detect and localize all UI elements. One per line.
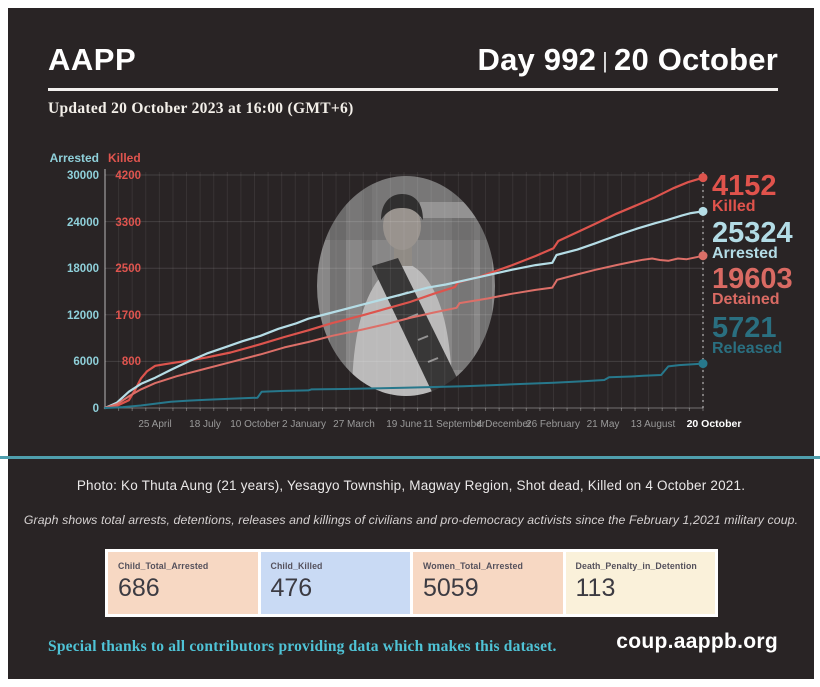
chart-grid <box>105 169 703 411</box>
section-divider <box>0 456 820 459</box>
x-tick: 2 January <box>282 419 326 430</box>
stat-label: Child_Total_Arrested <box>118 561 209 571</box>
x-tick: 19 June <box>386 419 422 430</box>
x-tick: 13 August <box>630 419 676 430</box>
stat-card-women-arrested <box>413 552 563 614</box>
left-tick: 6000 <box>73 356 99 368</box>
infographic-card <box>8 8 814 679</box>
left-axis-title: Arrested <box>49 151 99 165</box>
x-tick: 25 April <box>138 419 172 430</box>
right-tick: 2500 <box>115 263 141 275</box>
callout-released-value: 5721 <box>712 312 777 344</box>
x-tick: 10 October <box>230 419 280 430</box>
website-link[interactable]: coup.aappb.org <box>616 630 778 653</box>
stat-card-child-arrested <box>108 552 258 614</box>
header-date: 20 October <box>614 42 778 77</box>
thanks-text: Special thanks to all contributors providing data which makes this dataset. <box>48 638 557 655</box>
callout-killed-value: 4152 <box>712 170 777 202</box>
x-tick: 11 September <box>422 419 486 430</box>
x-tick: 4 December <box>476 419 532 430</box>
callout-arrested-label: Arrested <box>712 245 778 262</box>
stat-value: 476 <box>270 574 313 602</box>
left-tick: 30000 <box>67 170 99 182</box>
left-tick: 0 <box>92 403 99 415</box>
callout-released-label: Released <box>712 340 783 357</box>
right-tick: 800 <box>121 356 141 368</box>
header-divider <box>48 88 778 91</box>
stat-card-child-killed <box>261 552 411 614</box>
photo-caption: Photo: Ko Thuta Aung (21 years), Yesagyo Township, Magway Region, Shot dead, Killed on 4 October 2021. <box>76 478 746 493</box>
stats-strip <box>105 549 718 617</box>
stat-value: 113 <box>575 574 616 602</box>
x-tick: 26 February <box>526 419 580 430</box>
callout-detained-label: Detained <box>712 291 780 308</box>
x-tick: 18 July <box>189 419 221 430</box>
stat-value: 5059 <box>423 574 479 602</box>
victim-photo <box>317 176 495 396</box>
callout-detained-value: 19603 <box>712 263 793 295</box>
title-separator: | <box>602 48 609 73</box>
updated-timestamp: Updated 20 October 2023 at 16:00 (GMT+6) <box>48 100 354 117</box>
right-tick: 3300 <box>115 217 141 229</box>
x-tick-current: 20 October <box>686 418 742 430</box>
right-tick: 4200 <box>115 170 141 182</box>
day-title <box>478 42 778 78</box>
right-tick: 1700 <box>115 310 141 322</box>
stat-label: Child_Killed <box>270 561 323 571</box>
callout-killed-label: Killed <box>712 198 756 215</box>
left-tick: 12000 <box>67 310 99 322</box>
day-count: Day 992 <box>477 42 597 77</box>
graph-note: Graph shows total arrests, detentions, releases and killings of civilians and pro-democracy activists since the February 1,2021 military coup. <box>23 513 799 527</box>
x-tick: 27 March <box>333 419 375 430</box>
left-tick: 18000 <box>67 263 99 275</box>
left-tick: 24000 <box>67 217 99 229</box>
stat-label: Death_Penalty_in_Detention <box>575 561 697 571</box>
stat-label: Women_Total_Arrested <box>423 561 523 571</box>
x-tick: 21 May <box>586 419 620 430</box>
stat-card-death-penalty <box>566 552 716 614</box>
right-axis-title: Killed <box>108 151 141 165</box>
stat-value: 686 <box>118 574 160 602</box>
brand-title: AAPP <box>48 42 137 77</box>
callout-arrested-value: 25324 <box>712 217 793 249</box>
coup-timeline-chart <box>0 150 820 460</box>
